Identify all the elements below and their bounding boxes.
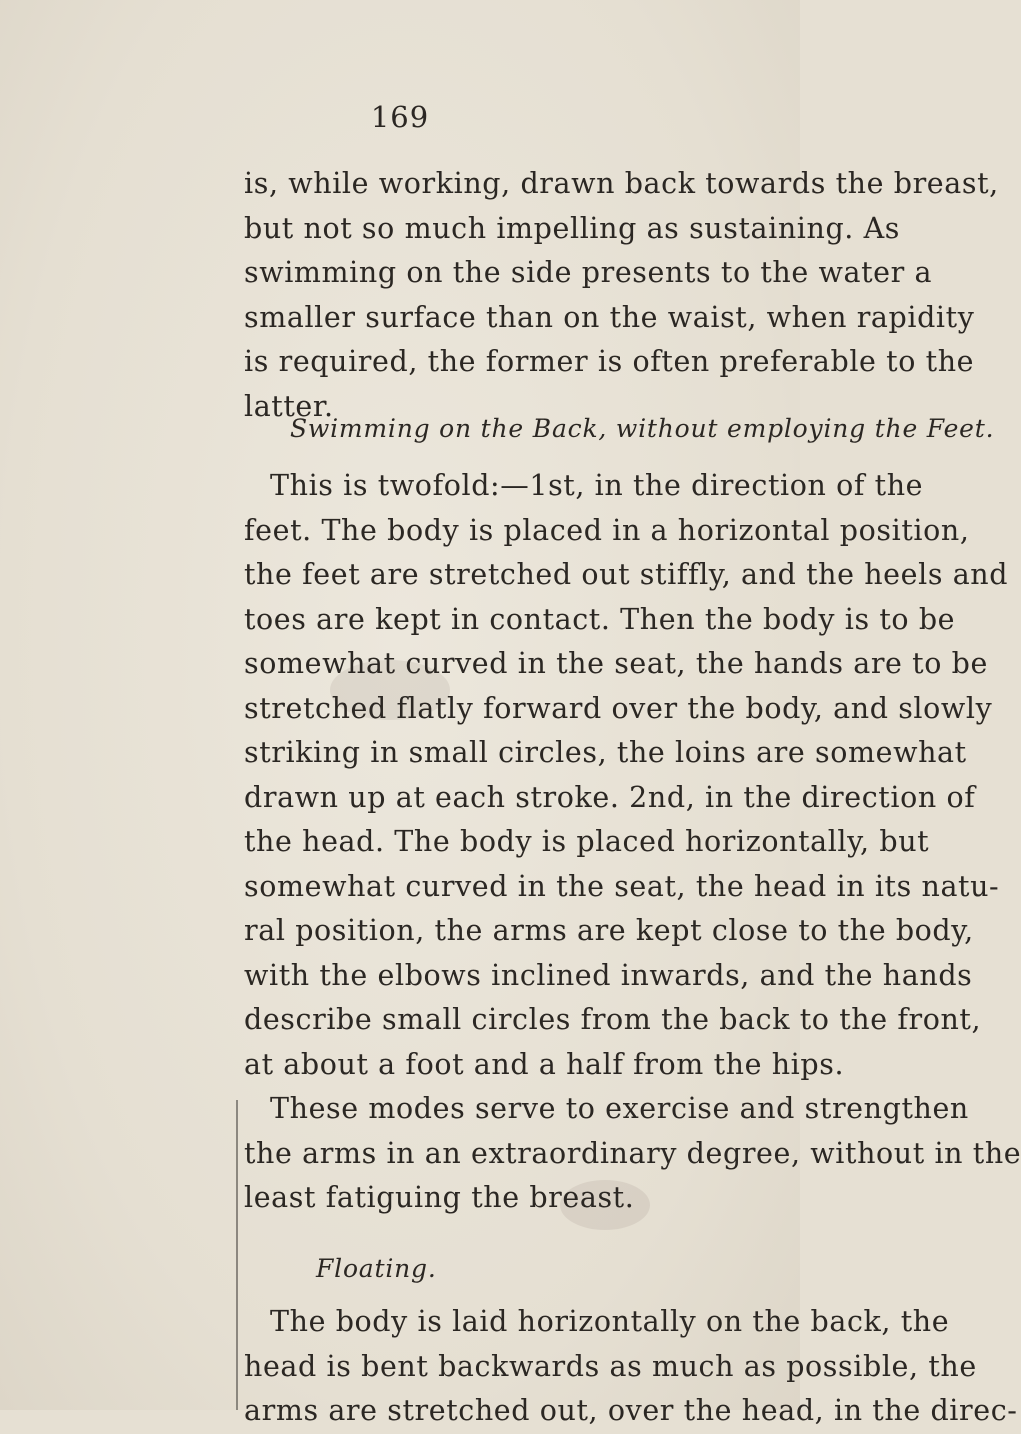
text-line: arms are stretched out, over the head, in the direc- bbox=[244, 1394, 1018, 1427]
section-heading-back-swimming: Swimming on the Back, without employing the Feet. bbox=[290, 414, 995, 443]
text-line: least fatiguing the breast. bbox=[244, 1181, 635, 1214]
text-line: the arms in an extraordinary degree, without in the bbox=[244, 1136, 1021, 1170]
text-line: This is twofold:—1st, in the direction of the bbox=[270, 469, 924, 502]
page-number: 169 bbox=[370, 100, 430, 134]
paragraph-3 bbox=[244, 1087, 1021, 1221]
page-edge-shadow bbox=[236, 1100, 238, 1410]
text-line: is, while working, drawn back towards the breast, bbox=[244, 167, 999, 200]
text-line: ral position, the arms are kept close to the body, bbox=[244, 914, 974, 947]
text-line: the head. The body is placed horizontally, but bbox=[244, 825, 930, 858]
text-line: toes are kept in contact. Then the body is to be bbox=[244, 602, 956, 636]
text-line: drawn up at each stroke. 2nd, in the direction of bbox=[244, 780, 976, 814]
text-line: somewhat curved in the seat, the head in its natu- bbox=[244, 869, 1000, 903]
text-line: smaller surface than on the waist, when rapidity bbox=[244, 300, 975, 334]
text-line: feet. The body is placed in a horizontal position, bbox=[244, 513, 970, 547]
text-line: at about a foot and a half from the hips. bbox=[244, 1047, 845, 1081]
text-line: head is bent backwards as much as possible, the bbox=[244, 1349, 977, 1383]
paragraph-4 bbox=[244, 1300, 1018, 1434]
text-line: but not so much impelling as sustaining. As bbox=[244, 211, 901, 245]
text-line: somewhat curved in the seat, the hands are to be bbox=[244, 647, 988, 680]
text-line: with the elbows inclined inwards, and the hands bbox=[244, 958, 973, 992]
text-line: latter. bbox=[244, 389, 334, 423]
text-line: is required, the former is often preferable to the bbox=[244, 345, 975, 378]
text-line: These modes serve to exercise and strengthen bbox=[270, 1092, 969, 1125]
text-line: stretched flatly forward over the body, and slowly bbox=[244, 691, 993, 725]
text-line: striking in small circles, the loins are somewhat bbox=[244, 736, 967, 769]
text-line: swimming on the side presents to the water a bbox=[244, 256, 933, 289]
text-line: the feet are stretched out stiffly, and the heels and bbox=[244, 558, 1009, 591]
text-line: describe small circles from the back to the front, bbox=[244, 1003, 982, 1036]
section-heading-floating: Floating. bbox=[316, 1254, 437, 1283]
text-line: The body is laid horizontally on the back, the bbox=[270, 1305, 950, 1338]
paragraph-2 bbox=[244, 464, 1009, 1087]
